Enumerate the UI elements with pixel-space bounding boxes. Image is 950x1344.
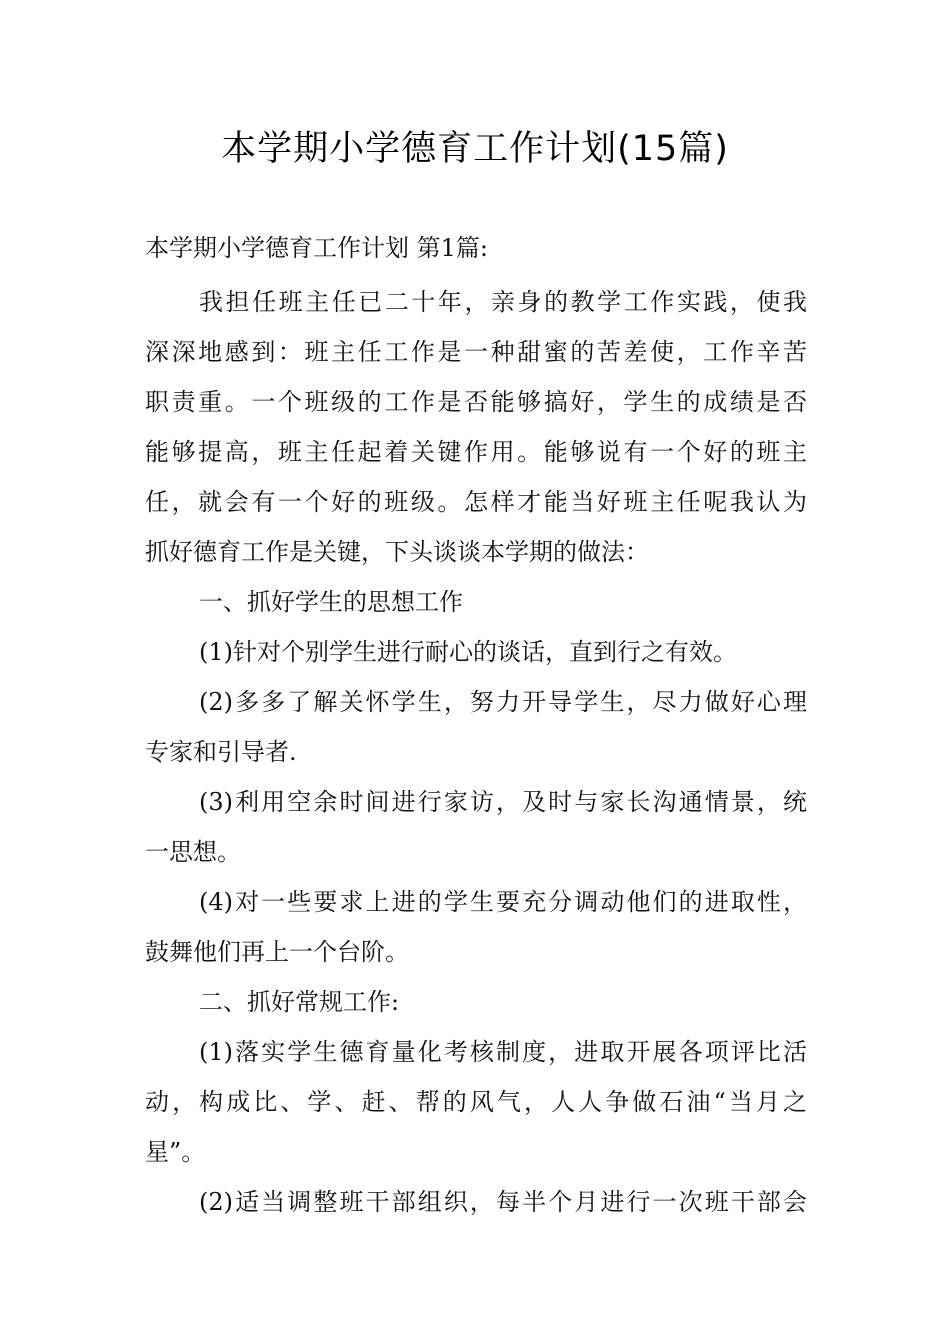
paragraph-line: 深深地感到：班主任工作是一种甜蜜的苦差使，工作辛苦 [145, 338, 807, 366]
list-item: (3)利用空余时间进行家访，及时与家长沟通情景，统 [199, 788, 807, 816]
paragraph-line: 任，就会有一个好的班级。怎样才能当好班主任呢我认为 [145, 488, 807, 516]
list-item: (4)对一些要求上进的学生要充分调动他们的进取性， [199, 888, 807, 916]
list-item: (2)适当调整班干部组织，每半个月进行一次班干部会 [199, 1188, 807, 1216]
paragraph-line: 职责重。一个班级的工作是否能够搞好，学生的成绩是否 [145, 388, 807, 416]
list-item: (2)多多了解关怀学生，努力开导学生，尽力做好心理 [199, 688, 807, 716]
list-item: (1)落实学生德育量化考核制度，进取开展各项评比活 [199, 1038, 807, 1066]
document-title: 本学期小学德育工作计划(15篇) [221, 129, 729, 169]
subheading-2: 二、抓好常规工作: [199, 988, 400, 1016]
subheading-1: 一、抓好学生的思想工作 [199, 588, 463, 616]
list-item-continuation: 专家和引导者. [145, 738, 297, 766]
paragraph-line: 我担任班主任已二十年，亲身的教学工作实践，使我 [199, 288, 807, 316]
list-item: (1)针对个别学生进行耐心的谈话，直到行之有效。 [199, 638, 737, 666]
list-item-continuation: 鼓舞他们再上一个台阶。 [145, 938, 409, 966]
list-item-continuation: 一思想。 [145, 838, 241, 866]
paragraph-line: 抓好德育工作是关键，下头谈谈本学期的做法： [145, 538, 649, 566]
paragraph-line: 能够提高，班主任起着关键作用。能够说有一个好的班主 [145, 438, 807, 466]
list-item-continuation: 动，构成比、学、赶、帮的风气，人人争做石油“当月之 [145, 1088, 807, 1116]
list-item-continuation: 星”。 [145, 1138, 206, 1166]
section-heading-1: 本学期小学德育工作计划 第1篇: [145, 234, 488, 262]
